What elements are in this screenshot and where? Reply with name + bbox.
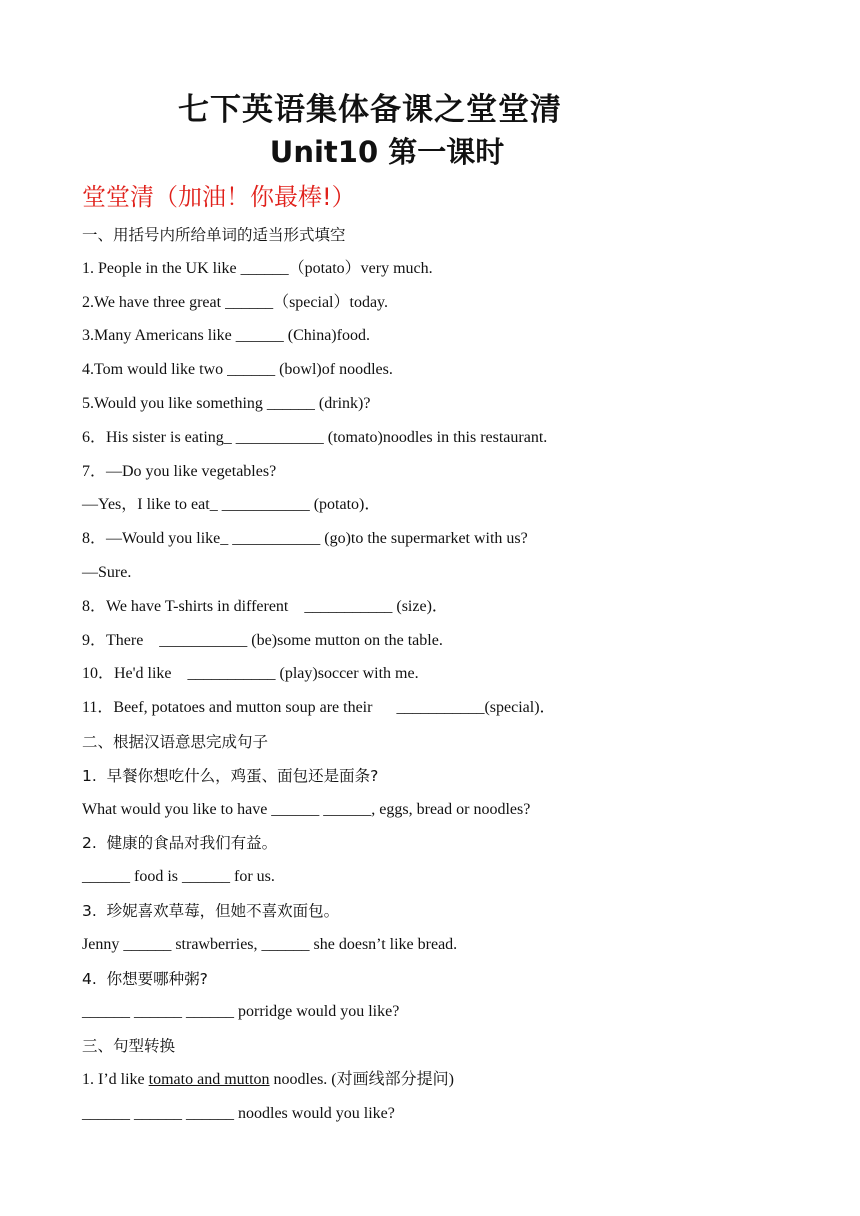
exercise-line: 11．Beef, potatoes and mutton soup are their ___________(special)． xyxy=(82,699,556,717)
exercise-line: ______ food is ______ for us. xyxy=(82,868,275,886)
exercise-line: 2.We have three great ______（special）today. xyxy=(82,293,389,311)
section-2-heading: 二、根据汉语意思完成句子 xyxy=(82,732,269,751)
document-title: 七下英语集体备课之堂堂清 xyxy=(178,92,562,128)
exercise-line: ______ ______ ______ noodles would you like? xyxy=(82,1104,395,1122)
underlined-phrase: tomato and mutton xyxy=(148,1070,270,1088)
chinese-prompt: 3. 珍妮喜欢草莓，但她不喜欢面包。 xyxy=(82,901,340,920)
exercise-line: 9．There ___________ (be)some mutton on the table. xyxy=(82,631,443,649)
exercise-line: 6．His sister is eating_ ___________ (tomato)noodles in this restaurant. xyxy=(82,428,548,446)
document-subtitle: Unit10 第一课时 xyxy=(269,135,505,169)
exercise-line: 1. People in the UK like ______（potato）very much. xyxy=(82,259,433,277)
section-1-heading: 一、用括号内所给单词的适当形式填空 xyxy=(82,226,346,244)
exercise-line: 4.Tom would like two ______ (bowl)of noodles. xyxy=(82,361,393,379)
chinese-prompt: 1. 早餐你想吃什么，鸡蛋、面包还是面条? xyxy=(82,766,379,785)
exercise-line xyxy=(82,1065,840,1099)
exercise-line: 8．We have T-shirts in different ___________ (size)． xyxy=(82,597,448,615)
exercise-line: 5.Would you like something ______ (drink)? xyxy=(82,394,371,412)
item-suffix: noodles. (对画线部分提问) xyxy=(269,1070,454,1088)
exercise-line: 10．He'd like ___________ (play)soccer with me. xyxy=(82,665,419,683)
item-prefix: 1. I’d like xyxy=(82,1070,149,1088)
exercise-line: 7．—Do you like vegetables? xyxy=(82,462,277,480)
exercise-line: ______ ______ ______ porridge would you like? xyxy=(82,1003,400,1021)
exercise-line: Jenny ______ strawberries, ______ she doesn’t like bread. xyxy=(82,935,458,953)
section-3-heading: 三、句型转换 xyxy=(82,1037,176,1056)
exercise-line: 8．—Would you like_ ___________ (go)to the supermarket with us? xyxy=(82,530,528,548)
chinese-prompt: 4. 你想要哪种粥? xyxy=(82,969,208,988)
chinese-prompt: 2. 健康的食品对我们有益。 xyxy=(82,834,278,853)
exercise-line: What would you like to have ______ ______, eggs, bread or noodles? xyxy=(82,800,531,818)
exercise-line: —Sure. xyxy=(82,563,132,581)
exercise-line: —Yes，I like to eat_ ___________ (potato)． xyxy=(82,496,381,514)
exercise-body xyxy=(82,220,840,1133)
cheer-heading: 堂堂清（加油！你最棒!） xyxy=(82,183,356,211)
exercise-line: 3.Many Americans like ______ (China)food. xyxy=(82,327,370,345)
